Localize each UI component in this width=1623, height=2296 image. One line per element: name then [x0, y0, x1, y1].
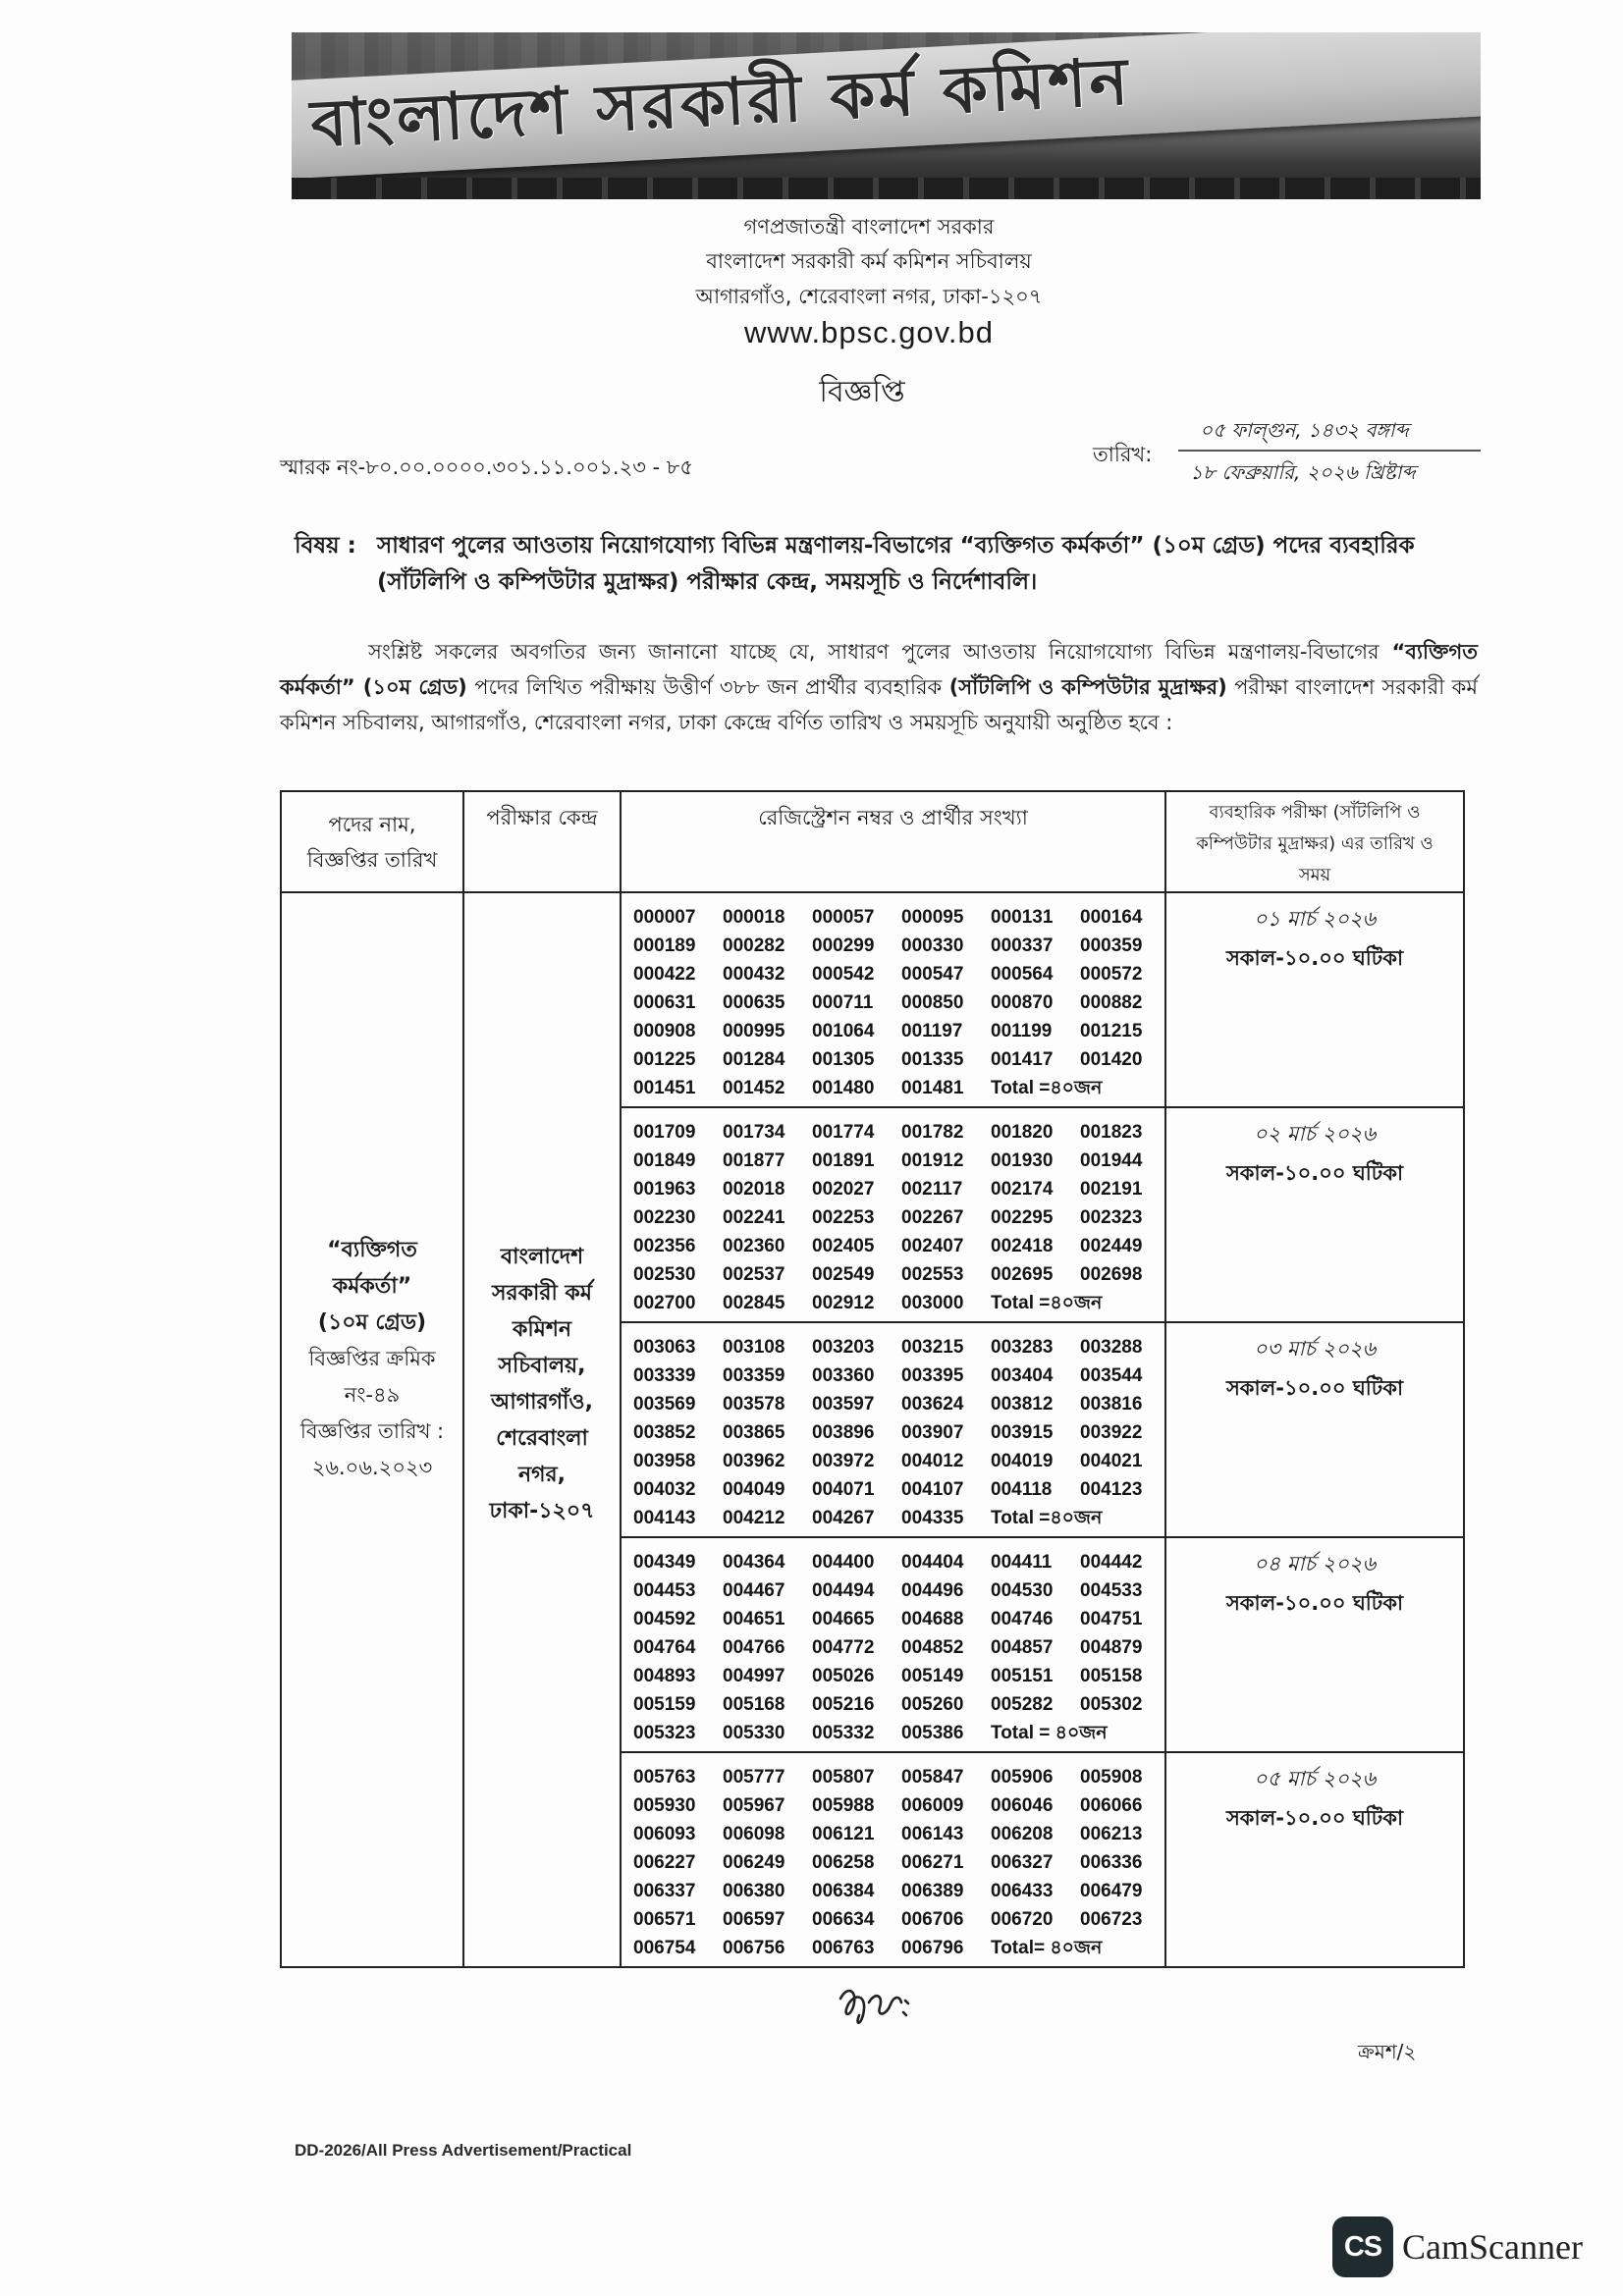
- registration-number-grid: [633, 1763, 1164, 1962]
- paragraph-text: সংশ্লিষ্ট সকলের অবগতির জন্য জানানো যাচ্ছে যে, সাধারণ পুলের আওতায় নিয়োগযোগ্য বিভিন্ন মন্ত্রণালয়-বিভাগের: [368, 640, 1380, 664]
- registration-number: 003360: [812, 1365, 875, 1386]
- subject-label: বিষয় :: [295, 533, 356, 559]
- exam-time: সকাল-১০.০০ ঘটিকা: [1225, 1161, 1404, 1185]
- registration-number: 006479: [1080, 1881, 1143, 1901]
- registration-group: [622, 1323, 1166, 1538]
- registration-number: 004751: [1080, 1609, 1143, 1629]
- registration-number: 006756: [723, 1938, 785, 1958]
- registration-number: 006597: [723, 1909, 785, 1930]
- registration-number: 006796: [901, 1938, 964, 1958]
- exam-date: ০৪ মার্চ ২০২৬: [1253, 1552, 1377, 1575]
- registration-number: 006380: [723, 1881, 785, 1901]
- letterhead-address: আগারগাঁও, শেরেবাংলা নগর, ঢাকা-১২০৭: [695, 285, 1043, 308]
- registration-number: 001820: [991, 1122, 1054, 1143]
- registration-number: 000299: [812, 935, 875, 956]
- registration-number: 006258: [812, 1852, 875, 1873]
- registration-number: 001451: [633, 1078, 696, 1098]
- registration-number: 004364: [723, 1552, 785, 1573]
- body-paragraph: [280, 634, 1478, 740]
- registration-number: 004852: [901, 1637, 964, 1658]
- registration-number: 002230: [633, 1207, 696, 1228]
- registration-number: 002407: [901, 1236, 964, 1256]
- registration-number: 002549: [812, 1264, 875, 1285]
- registration-number: 005323: [633, 1723, 696, 1743]
- registration-number: 005967: [723, 1795, 785, 1816]
- registration-number: 001709: [633, 1122, 696, 1143]
- registration-number: 003958: [633, 1451, 696, 1471]
- registration-number: 000422: [633, 964, 696, 985]
- registration-number: 005330: [723, 1723, 785, 1743]
- registration-number: 004404: [901, 1552, 964, 1573]
- registration-number: 001912: [901, 1150, 964, 1171]
- exam-date: ০২ মার্চ ২০২৬: [1253, 1122, 1377, 1146]
- registration-number: 004019: [991, 1451, 1054, 1471]
- registration-number: 003812: [991, 1394, 1054, 1415]
- registration-number: 000547: [901, 964, 964, 985]
- exam-schedule-cell: [1166, 1323, 1465, 1538]
- circular-date: ২৬.০৬.২০২৩: [311, 1456, 433, 1479]
- registration-number: 000908: [633, 1021, 696, 1041]
- continued-marker: ক্রমশ/২: [1358, 2040, 1417, 2063]
- registration-number: 000282: [723, 935, 785, 956]
- registration-number: 003816: [1080, 1394, 1143, 1415]
- registration-number: 002845: [723, 1293, 785, 1313]
- registration-number: 001064: [812, 1021, 875, 1041]
- letterhead-website: www.bpsc.gov.bd: [744, 315, 994, 349]
- registration-number: 004107: [901, 1479, 964, 1500]
- subject-text: সাধারণ পুলের আওতায় নিয়োগযোগ্য বিভিন্ন মন্ত্রণালয়-বিভাগের “ব্যক্তিগত কর্মকর্তা” (১০ম গ্রেড) পদের ব্যবহারিক (সাঁটলিপি ও কম্পিউটার মুদ্রাক্ষর) পরীক্ষার কেন্দ্র, সময়সূচি ও নির্দেশাবলি।: [377, 533, 1415, 595]
- exam-date: ০৫ মার্চ ২০২৬: [1253, 1767, 1377, 1790]
- registration-number: 004032: [633, 1479, 696, 1500]
- registration-number: 003915: [991, 1422, 1054, 1443]
- candidate-total: Total =৪০জন: [991, 1078, 1103, 1098]
- registration-number: 002360: [723, 1236, 785, 1256]
- registration-number: 001305: [812, 1049, 875, 1070]
- registration-number: 001823: [1080, 1122, 1143, 1143]
- registration-number: 004651: [723, 1609, 785, 1629]
- registration-number: 001420: [1080, 1049, 1143, 1070]
- date-divider: [1178, 450, 1481, 452]
- registration-group: [622, 1538, 1166, 1753]
- registration-number: 000850: [901, 992, 964, 1013]
- registration-number-grid: [633, 1548, 1164, 1747]
- registration-number: 004665: [812, 1609, 875, 1629]
- registration-number: 006121: [812, 1824, 875, 1844]
- post-title: “ব্যক্তিগত কর্মকর্তা”: [327, 1238, 417, 1299]
- registration-number: 001284: [723, 1049, 785, 1070]
- commission-sign-banner: [292, 32, 1481, 199]
- registration-number: 006706: [901, 1909, 964, 1930]
- registration-number: 003597: [812, 1394, 875, 1415]
- registration-number-grid: [633, 1118, 1164, 1317]
- date-label: তারিখ:: [1093, 443, 1153, 466]
- registration-number: 005158: [1080, 1666, 1143, 1686]
- registration-number: 003569: [633, 1394, 696, 1415]
- registration-number: 004453: [633, 1580, 696, 1601]
- registration-number: 003395: [901, 1365, 964, 1386]
- registration-number: 001480: [812, 1078, 875, 1098]
- registration-number: 003339: [633, 1365, 696, 1386]
- registration-number: 003865: [723, 1422, 785, 1443]
- registration-number: 005159: [633, 1694, 696, 1715]
- registration-number: 002537: [723, 1264, 785, 1285]
- registration-number: 003896: [812, 1422, 875, 1443]
- registration-number: 000882: [1080, 992, 1143, 1013]
- registration-number: 001199: [991, 1021, 1053, 1041]
- exam-schedule-cell: [1166, 1538, 1465, 1753]
- registration-number: 002191: [1080, 1179, 1143, 1200]
- registration-number: 005026: [812, 1666, 875, 1686]
- registration-number-grid: [633, 903, 1164, 1102]
- exam-time: সকাল-১০.০০ ঘটিকা: [1225, 946, 1404, 970]
- registration-number: 002698: [1080, 1264, 1143, 1285]
- registration-number: 000330: [901, 935, 964, 956]
- paragraph-post-name: “ব্যক্তিগত কর্মকর্তা” (১০ম গ্রেড): [280, 640, 1478, 699]
- exam-schedule-cell: [1166, 1753, 1465, 1968]
- registration-number: 001944: [1080, 1150, 1143, 1171]
- registration-number: 006227: [633, 1852, 696, 1873]
- registration-number: 005302: [1080, 1694, 1143, 1715]
- candidate-total: Total =৪০জন: [991, 1293, 1103, 1313]
- registration-number: 000711: [812, 992, 874, 1013]
- registration-number: 004893: [633, 1666, 696, 1686]
- header-post: [282, 792, 464, 893]
- registration-number: 005906: [991, 1767, 1054, 1788]
- registration-number: 003852: [633, 1422, 696, 1443]
- registration-number: 003288: [1080, 1337, 1143, 1358]
- registration-number: 004766: [723, 1637, 785, 1658]
- registration-number: 006249: [723, 1852, 785, 1873]
- registration-number: 001849: [633, 1150, 696, 1171]
- registration-number: 006213: [1080, 1824, 1143, 1844]
- registration-number: 004746: [991, 1609, 1054, 1629]
- registration-number: 006327: [991, 1852, 1054, 1873]
- registration-number: 006066: [1080, 1795, 1143, 1816]
- registration-number: 002117: [901, 1179, 963, 1200]
- exam-schedule-cell: [1166, 893, 1465, 1108]
- registration-number: 000018: [723, 907, 785, 928]
- registration-number: 001225: [633, 1049, 696, 1070]
- registration-number: 006720: [991, 1909, 1054, 1930]
- registration-number: 003972: [812, 1451, 875, 1471]
- registration-number: 005988: [812, 1795, 875, 1816]
- exam-time: সকাল-১০.০০ ঘটিকা: [1225, 1376, 1404, 1400]
- registration-number: 006337: [633, 1881, 696, 1901]
- registration-number: 002241: [723, 1207, 785, 1228]
- sign-text: বাংলাদেশ সরকারী কর্ম কমিশন: [308, 43, 1133, 162]
- registration-number: 000564: [991, 964, 1054, 985]
- registration-number: 006634: [812, 1909, 875, 1930]
- paragraph-text: পরীক্ষা বাংলাদেশ সরকারী কর্ম কমিশন সচিবালয়, আগারগাঁও, শেরেবাংলা নগর, ঢাকা কেন্দ্রে বর্ণিত তারিখ ও সময়সূচি অনুযায়ী অনুষ্ঠিত হবে :: [280, 675, 1479, 734]
- registration-number: 001452: [723, 1078, 785, 1098]
- registration-number: 004764: [633, 1637, 696, 1658]
- header-exam-center: পরীক্ষার কেন্দ্র: [464, 792, 622, 893]
- registration-number: 000095: [901, 907, 964, 928]
- registration-number: 001774: [812, 1122, 875, 1143]
- camscanner-logo-icon: [1332, 2216, 1393, 2277]
- header-registration: রেজিস্ট্রেশন নম্বর ও প্রার্থীর সংখ্যা: [622, 792, 1166, 893]
- registration-number: 004533: [1080, 1580, 1143, 1601]
- registration-number: 001481: [901, 1078, 964, 1098]
- signature: [835, 1983, 913, 2034]
- registration-number-grid: [633, 1333, 1164, 1532]
- post-grade: (১০ম গ্রেড): [317, 1310, 427, 1335]
- registration-number: 004012: [901, 1451, 964, 1471]
- registration-number: 004857: [991, 1637, 1054, 1658]
- registration-number: 004143: [633, 1508, 696, 1528]
- paragraph-exam-type: (সাঁটলিপি ও কম্পিউটার মুদ্রাক্ষর): [948, 675, 1227, 699]
- registration-number: 001197: [901, 1021, 963, 1041]
- registration-number: 004997: [723, 1666, 785, 1686]
- registration-number: 003962: [723, 1451, 785, 1471]
- registration-number: 002323: [1080, 1207, 1143, 1228]
- registration-number: 006208: [991, 1824, 1054, 1844]
- registration-number: 000542: [812, 964, 875, 985]
- registration-number: 004400: [812, 1552, 875, 1573]
- registration-number: 004411: [991, 1552, 1053, 1573]
- registration-number: 003404: [991, 1365, 1054, 1386]
- paragraph-text: পদের লিখিত পরীক্ষায় উত্তীর্ণ ৩৮৮ জন প্রার্থীর ব্যবহারিক: [474, 675, 943, 699]
- date-gregorian: ১৮ ফেব্রুয়ারি, ২০২৬ খ্রিষ্টাব্দ: [1190, 460, 1416, 484]
- registration-number: 005386: [901, 1723, 964, 1743]
- registration-number: 006093: [633, 1824, 696, 1844]
- registration-number: 006098: [723, 1824, 785, 1844]
- registration-number: 003359: [723, 1365, 785, 1386]
- candidate-total: Total= ৪০জন: [991, 1938, 1103, 1958]
- registration-number: 006723: [1080, 1909, 1143, 1930]
- registration-number: 004688: [901, 1609, 964, 1629]
- registration-number: 000359: [1080, 935, 1143, 956]
- registration-number: 000189: [633, 935, 696, 956]
- camscanner-badge-text: CS: [1343, 2230, 1382, 2263]
- exam-date: ০৩ মার্চ ২০২৬: [1253, 1337, 1377, 1361]
- registration-number: 001891: [812, 1150, 875, 1171]
- date-bangla: ০৫ ফাল্গুন, ১৪৩২ বঙ্গাব্দ: [1200, 418, 1409, 442]
- registration-number: 004496: [901, 1580, 964, 1601]
- registration-number: 006754: [633, 1938, 696, 1958]
- registration-number: 004442: [1080, 1552, 1143, 1573]
- registration-number: 004772: [812, 1637, 875, 1658]
- exam-schedule-table: [280, 790, 1465, 1968]
- registration-number: 004118: [991, 1479, 1053, 1500]
- registration-number: 006384: [812, 1881, 875, 1901]
- registration-number: 003215: [901, 1337, 964, 1358]
- registration-number: 003203: [812, 1337, 875, 1358]
- header-post-line1: পদের নাম,: [328, 812, 416, 836]
- registration-number: 004049: [723, 1479, 785, 1500]
- registration-number: 005168: [723, 1694, 785, 1715]
- registration-number: 004267: [812, 1508, 875, 1528]
- registration-number: 005777: [723, 1767, 785, 1788]
- registration-number: 005807: [812, 1767, 875, 1788]
- registration-number: 006336: [1080, 1852, 1143, 1873]
- registration-number: 005763: [633, 1767, 696, 1788]
- registration-number: 005216: [812, 1694, 875, 1715]
- registration-number: 000631: [633, 992, 696, 1013]
- registration-number: 000635: [723, 992, 785, 1013]
- registration-number: 003907: [901, 1422, 964, 1443]
- registration-number: 000572: [1080, 964, 1143, 985]
- registration-number: 004212: [723, 1508, 785, 1528]
- letterhead-secretariat: বাংলাদেশ সরকারী কর্ম কমিশন সচিবালয়: [706, 249, 1032, 273]
- memo-number: স্মারক নং-৮০.০০.০০০০.৩০১.১১.০০১.২৩ - ৮৫: [280, 455, 694, 479]
- registration-number: 002356: [633, 1236, 696, 1256]
- circular-serial: বিজ্ঞপ্তির ক্রমিক নং-৪৯: [308, 1347, 436, 1407]
- registration-number: 005847: [901, 1767, 964, 1788]
- registration-number: 002912: [812, 1293, 875, 1313]
- registration-group: [622, 1753, 1166, 1968]
- exam-center-cell: বাংলাদেশ সরকারী কর্ম কমিশন সচিবালয়, আগারগাঁও, শেরেবাংলা নগর, ঢাকা-১২০৭: [464, 893, 622, 1968]
- registration-group: [622, 1108, 1166, 1323]
- candidate-total: Total = ৪০জন: [991, 1723, 1108, 1743]
- exam-date: ০১ মার্চ ২০২৬: [1253, 907, 1377, 931]
- registration-number: 006046: [991, 1795, 1054, 1816]
- exam-time: সকাল-১০.০০ ঘটিকা: [1225, 1806, 1404, 1830]
- registration-number: 003283: [991, 1337, 1054, 1358]
- registration-number: 006271: [901, 1852, 964, 1873]
- registration-number: 001417: [991, 1049, 1054, 1070]
- registration-number: 006009: [901, 1795, 964, 1816]
- banner-base: [292, 178, 1481, 199]
- registration-number: 000057: [812, 907, 875, 928]
- registration-number: 002695: [991, 1264, 1054, 1285]
- header-post-line2: বিজ্ঞপ্তির তারিখ: [306, 847, 438, 872]
- registration-number: 000995: [723, 1021, 785, 1041]
- registration-group: [622, 893, 1166, 1108]
- registration-number: 005260: [901, 1694, 964, 1715]
- registration-number: 000164: [1080, 907, 1143, 928]
- registration-number: 000131: [991, 907, 1054, 928]
- registration-number: 003000: [901, 1293, 964, 1313]
- registration-number: 006389: [901, 1881, 964, 1901]
- registration-number: 002027: [812, 1179, 875, 1200]
- registration-number: 002267: [901, 1207, 964, 1228]
- candidate-total: Total =৪০জন: [991, 1508, 1103, 1528]
- header-exam-time: [1166, 792, 1465, 893]
- registration-number: 004467: [723, 1580, 785, 1601]
- letterhead-government: গণপ্রজাতন্ত্রী বাংলাদেশ সরকার: [743, 215, 995, 239]
- registration-number: 001963: [633, 1179, 696, 1200]
- registration-number: 001215: [1080, 1021, 1143, 1041]
- registration-number: 003063: [633, 1337, 696, 1358]
- registration-number: 005930: [633, 1795, 696, 1816]
- registration-number: 000870: [991, 992, 1054, 1013]
- registration-number: 004494: [812, 1580, 875, 1601]
- registration-number: 000337: [991, 935, 1054, 956]
- registration-number: 002405: [812, 1236, 875, 1256]
- registration-number: 004021: [1080, 1451, 1143, 1471]
- reference-code: DD-2026/All Press Advertisement/Practical: [295, 2141, 632, 2160]
- registration-number: 005149: [901, 1666, 964, 1686]
- registration-number: 001782: [901, 1122, 964, 1143]
- registration-number: 002174: [991, 1179, 1054, 1200]
- registration-number: 001877: [723, 1150, 785, 1171]
- registration-number: 003544: [1080, 1365, 1143, 1386]
- registration-number: 002418: [991, 1236, 1054, 1256]
- registration-number: 000007: [633, 907, 696, 928]
- registration-number: 002553: [901, 1264, 964, 1285]
- registration-number: 003108: [723, 1337, 785, 1358]
- registration-number: 004123: [1080, 1479, 1143, 1500]
- registration-number: 004592: [633, 1609, 696, 1629]
- registration-number: 002700: [633, 1293, 696, 1313]
- header-exam-time-text: ব্যবহারিক পরীক্ষা (সাঁটলিপি ও কম্পিউটার মুদ্রাক্ষর) এর তারিখ ও সময়: [1196, 801, 1434, 885]
- registration-number: 000432: [723, 964, 785, 985]
- registration-number: 002018: [723, 1179, 785, 1200]
- registration-number: 001930: [991, 1150, 1054, 1171]
- registration-number: 003922: [1080, 1422, 1143, 1443]
- notice-title: বিজ্ঞপ্তি: [819, 375, 905, 409]
- registration-number: 004349: [633, 1552, 696, 1573]
- post-cell: [282, 893, 464, 1968]
- registration-number: 001335: [901, 1049, 964, 1070]
- registration-number: 005332: [812, 1723, 875, 1743]
- registration-number: 006763: [812, 1938, 875, 1958]
- registration-number: 005908: [1080, 1767, 1143, 1788]
- registration-number: 003578: [723, 1394, 785, 1415]
- registration-number: 005282: [991, 1694, 1054, 1715]
- registration-number: 006433: [991, 1881, 1054, 1901]
- registration-number: 006143: [901, 1824, 964, 1844]
- exam-time: সকাল-১০.০০ ঘটিকা: [1225, 1591, 1404, 1615]
- exam-schedule-cell: [1166, 1108, 1465, 1323]
- registration-number: 006571: [633, 1909, 696, 1930]
- registration-number: 005151: [991, 1666, 1054, 1686]
- registration-number: 004335: [901, 1508, 964, 1528]
- circular-date-label: বিজ্ঞপ্তির তারিখ :: [299, 1419, 445, 1443]
- registration-number: 004879: [1080, 1637, 1143, 1658]
- registration-number: 003624: [901, 1394, 964, 1415]
- registration-number: 004071: [812, 1479, 875, 1500]
- registration-number: 002253: [812, 1207, 875, 1228]
- registration-number: 004530: [991, 1580, 1054, 1601]
- registration-number: 002295: [991, 1207, 1054, 1228]
- registration-number: 002449: [1080, 1236, 1143, 1256]
- camscanner-name: CamScanner: [1402, 2227, 1583, 2267]
- registration-number: 001734: [723, 1122, 785, 1143]
- registration-number: 002530: [633, 1264, 696, 1285]
